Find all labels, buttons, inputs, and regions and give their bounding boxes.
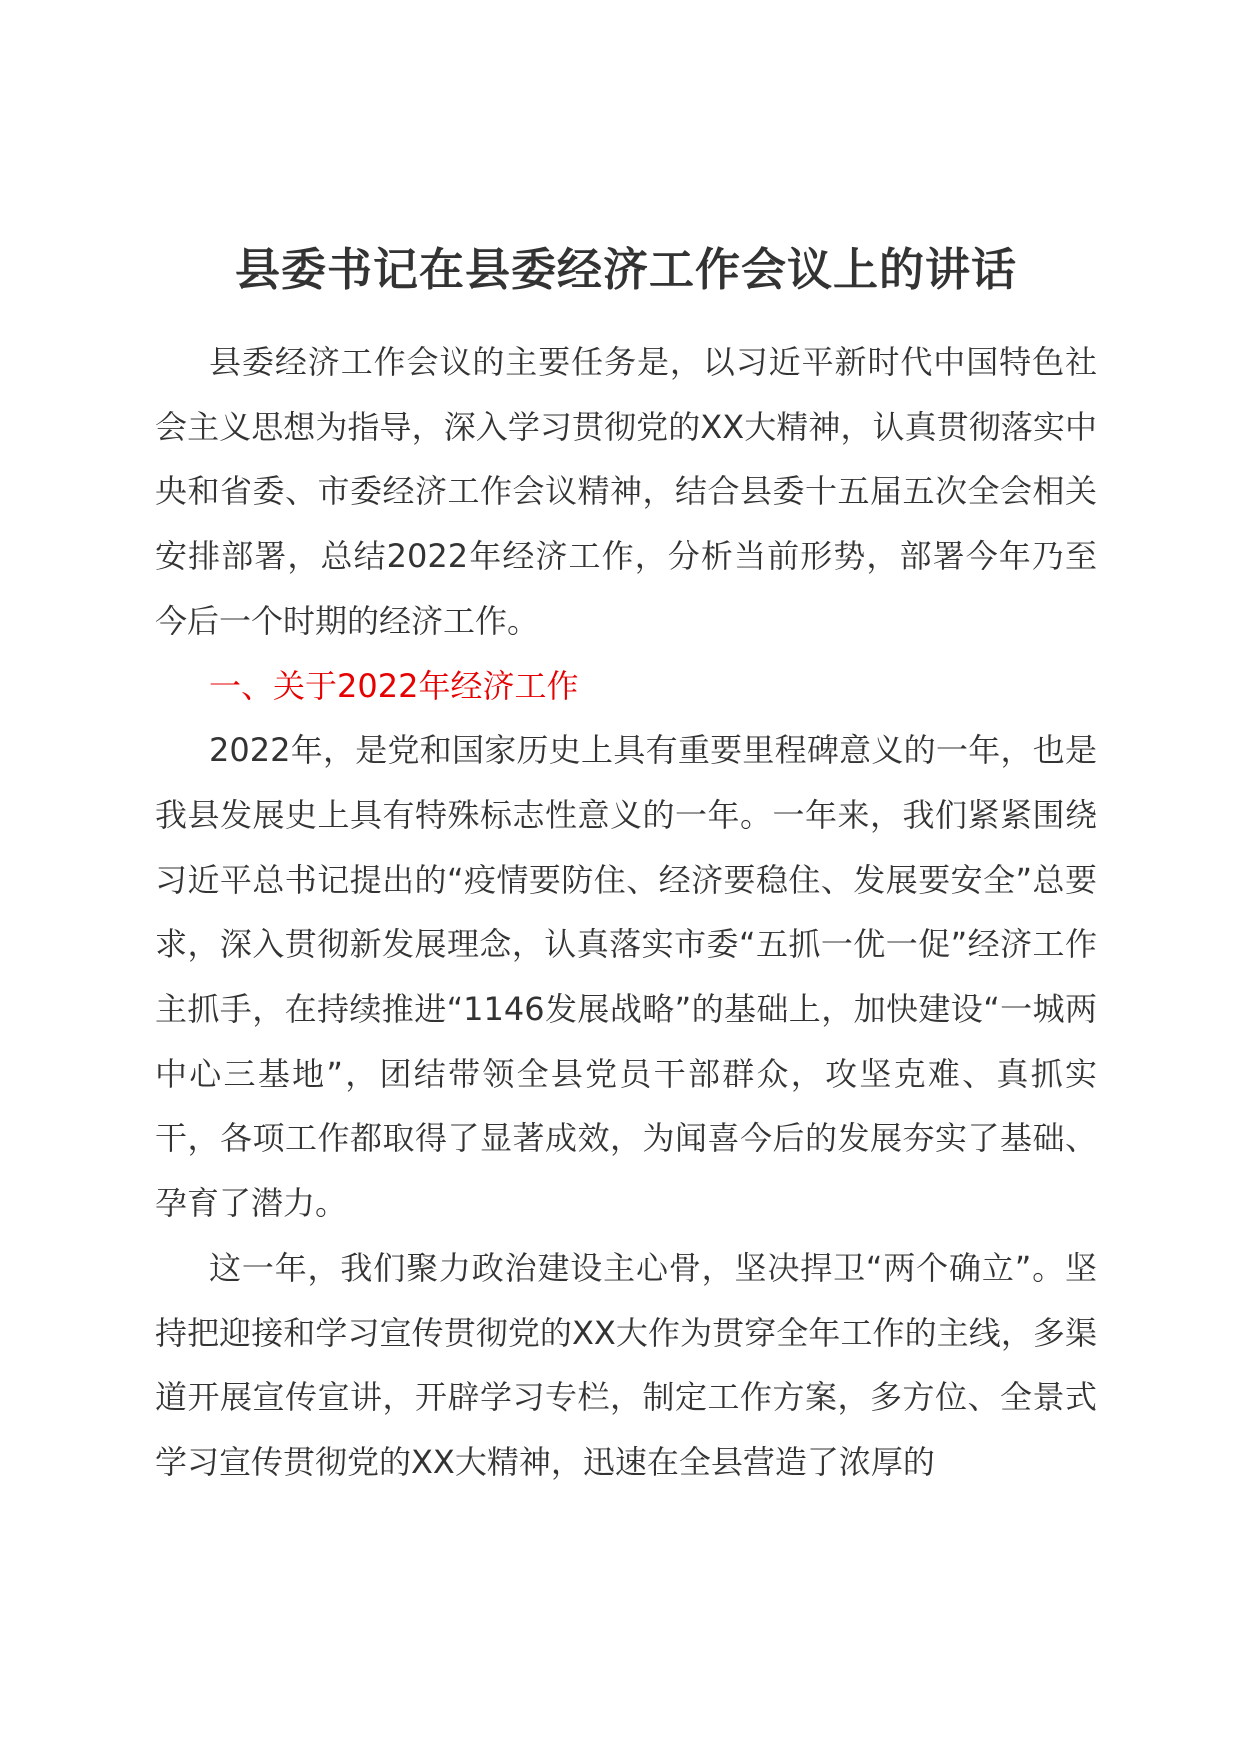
body-paragraph: 2022年，是党和国家历史上具有重要里程碑意义的一年，也是我县发展史上具有特殊标志性意义的一年。一年来，我们紧紧围绕习近平总书记提出的“疫情要防住、经济要稳住、发展要安全”总要求，深入贯彻新发展理念，认真落实市委“五抓一优一促”经济工作主抓手，在持续推进“1146发展战略”的基础上，加快建设“一城两中心三基地”，团结带领全县党员干部群众，攻坚克难、真抓实干，各项工作都取得了显著成效，为闻喜今后的发展夯实了基础、孕育了潜力。 — [155, 731, 1097, 1223]
section-heading: 一、关于2022年经济工作 — [209, 666, 579, 705]
intro-paragraph: 县委经济工作会议的主要任务是，以习近平新时代中国特色社会主义思想为指导，深入学习贯彻党的XX大精神，认真贯彻落实中央和省委、市委经济工作会议精神，结合县委十五届五次全会相关安排部署，总结2022年经济工作，分析当前形势，部署今年乃至今后一个时期的经济工作。 — [155, 343, 1097, 640]
body-paragraph: 这一年，我们聚力政治建设主心骨，坚决捍卫“两个确立”。坚持把迎接和学习宣传贯彻党的XX大作为贯穿全年工作的主线，多渠道开展宣传宣讲，开辟学习专栏，制定工作方案，多方位、全景式学习宣传贯彻党的XX大精神，迅速在全县营造了浓厚的 — [155, 1248, 1097, 1481]
document-title: 县委书记在县委经济工作会议上的讲话 — [234, 243, 1017, 296]
document-content — [155, 240, 1097, 1495]
